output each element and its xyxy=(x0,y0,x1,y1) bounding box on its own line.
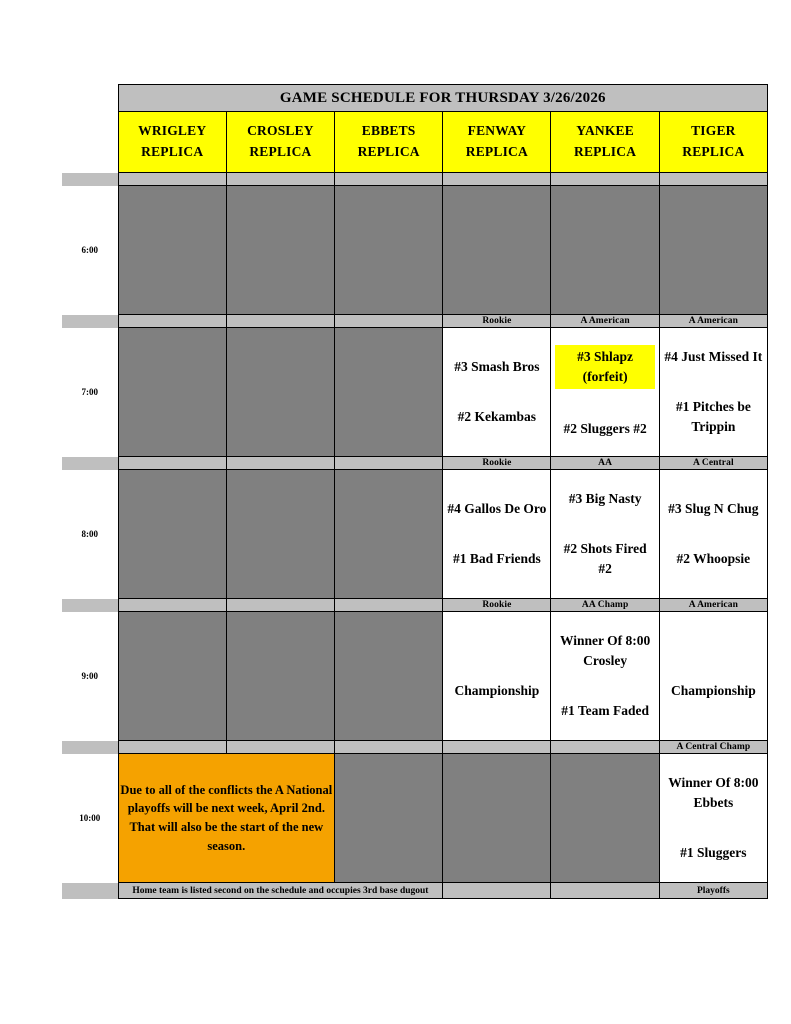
slot-1000-fenway xyxy=(443,754,551,883)
slot-800-yankee-home: #2 Shots Fired #2 xyxy=(563,540,647,577)
divider-3-crosley xyxy=(226,599,334,612)
schedule-table xyxy=(62,84,768,899)
divider-2-ebbets xyxy=(335,457,443,470)
divider-4-yankee xyxy=(551,741,659,754)
time-label-900: 9:00 xyxy=(62,612,118,741)
slot-900-wrigley xyxy=(118,612,226,741)
slot-1000-tiger-away: Winner Of 8:00 Ebbets xyxy=(668,774,759,810)
divider-0-tiger xyxy=(659,173,767,186)
slot-700-tiger-away: #4 Just Missed It xyxy=(664,348,763,364)
slot-800-fenway-home: #1 Bad Friends xyxy=(452,551,541,566)
divider-1-fenway: Rookie xyxy=(443,315,551,328)
divider-2-wrigley xyxy=(118,457,226,470)
divider-4-time-spacer xyxy=(62,741,118,754)
divider-1-time-spacer xyxy=(62,315,118,328)
divider-0-crosley xyxy=(226,173,334,186)
divider-2-yankee: AA xyxy=(551,457,659,470)
slot-800-yankee-away: #3 Big Nasty xyxy=(568,490,642,506)
footer-blank-fenway xyxy=(443,883,551,899)
field-header-yankee-line2: REPLICA xyxy=(574,144,637,159)
schedule-row-600 xyxy=(62,186,768,315)
schedule-row-1000 xyxy=(62,754,768,883)
slot-800-fenway xyxy=(443,470,551,599)
footer-blank-yankee xyxy=(551,883,659,899)
divider-3-yankee: AA Champ xyxy=(551,599,659,612)
slot-800-ebbets xyxy=(335,470,443,599)
slot-900-ebbets xyxy=(335,612,443,741)
schedule-row-900 xyxy=(62,612,768,741)
slot-800-yankee xyxy=(551,470,659,599)
slot-700-yankee-home: #2 Sluggers #2 xyxy=(563,421,647,437)
field-header-crosley-line2: REPLICA xyxy=(249,144,312,159)
time-label-800: 8:00 xyxy=(62,470,118,599)
slot-600-crosley xyxy=(226,186,334,315)
divider-4-tiger: A Central Champ xyxy=(659,741,767,754)
field-header-tiger-line1: TIGER xyxy=(691,123,736,139)
slot-900-yankee xyxy=(551,612,659,741)
schedule-sheet xyxy=(62,84,768,899)
footer-playoffs-label: Playoffs xyxy=(659,883,767,899)
slot-1000-tiger-home: #1 Sluggers xyxy=(680,845,747,861)
field-header-ebbets-line2: REPLICA xyxy=(357,144,420,159)
divider-row-3 xyxy=(62,599,768,612)
footer-time-spacer xyxy=(62,883,118,899)
slot-800-tiger-away: #3 Slug N Chug xyxy=(668,500,759,516)
field-header-crosley-line1: CROSLEY xyxy=(247,123,314,139)
field-header-wrigley-line2: REPLICA xyxy=(141,144,204,159)
divider-3-time-spacer xyxy=(62,599,118,612)
divider-2-fenway: Rookie xyxy=(443,457,551,470)
slot-800-fenway-away: #4 Gallos De Oro xyxy=(447,500,547,516)
footer-note: Home team is listed second on the schedule and occupies 3rd base dugout xyxy=(118,883,443,899)
time-label-1000: 10:00 xyxy=(62,754,118,883)
slot-700-wrigley xyxy=(118,328,226,457)
time-label-600: 6:00 xyxy=(62,186,118,315)
slot-600-wrigley xyxy=(118,186,226,315)
divider-4-wrigley xyxy=(118,741,226,754)
divider-0-time-spacer xyxy=(62,173,118,186)
slot-900-fenway xyxy=(443,612,551,741)
title-row xyxy=(62,85,768,112)
slot-700-tiger-home: #1 Pitches be Trippin xyxy=(675,398,751,435)
field-header-tiger-line2: REPLICA xyxy=(682,144,745,159)
divider-1-crosley xyxy=(226,315,334,328)
divider-3-tiger: A American xyxy=(659,599,767,612)
slot-700-crosley xyxy=(226,328,334,457)
field-header-row xyxy=(62,112,768,173)
field-header-tiger xyxy=(659,112,767,173)
header-time-spacer xyxy=(62,112,118,173)
divider-row-2 xyxy=(62,457,768,470)
slot-600-ebbets xyxy=(335,186,443,315)
divider-4-crosley xyxy=(226,741,334,754)
slot-900-crosley xyxy=(226,612,334,741)
title-row-time-spacer xyxy=(62,85,118,112)
divider-3-wrigley xyxy=(118,599,226,612)
slot-900-fenway-home: Championship xyxy=(454,682,540,698)
schedule-row-700 xyxy=(62,328,768,457)
field-header-fenway-line1: FENWAY xyxy=(467,123,527,139)
divider-0-fenway xyxy=(443,173,551,186)
divider-1-yankee: A American xyxy=(551,315,659,328)
divider-1-ebbets xyxy=(335,315,443,328)
slot-700-fenway-away: #3 Smash Bros xyxy=(454,358,540,374)
page-title: GAME SCHEDULE FOR THURSDAY 3/26/2026 xyxy=(118,85,767,112)
divider-1-wrigley xyxy=(118,315,226,328)
divider-row-4 xyxy=(62,741,768,754)
slot-800-wrigley xyxy=(118,470,226,599)
slot-800-tiger xyxy=(659,470,767,599)
field-header-wrigley xyxy=(118,112,226,173)
time-label-700: 7:00 xyxy=(62,328,118,457)
slot-600-yankee xyxy=(551,186,659,315)
slot-700-tiger xyxy=(659,328,767,457)
slot-900-tiger-home: Championship xyxy=(670,682,756,698)
slot-700-fenway-home: #2 Kekambas xyxy=(457,409,537,424)
slot-900-yankee-away: Winner Of 8:00 Crosley xyxy=(559,632,651,668)
field-header-fenway xyxy=(443,112,551,173)
field-header-ebbets-line1: EBBETS xyxy=(361,123,416,139)
slot-700-yankee xyxy=(551,328,659,457)
field-header-yankee-line1: YANKEE xyxy=(576,123,634,139)
field-header-yankee xyxy=(551,112,659,173)
slot-700-fenway xyxy=(443,328,551,457)
slot-800-tiger-home: #2 Whoopsie xyxy=(676,551,751,566)
slot-1000-tiger xyxy=(659,754,767,883)
slot-900-tiger xyxy=(659,612,767,741)
divider-0-wrigley xyxy=(118,173,226,186)
field-header-ebbets xyxy=(335,112,443,173)
slot-700-ebbets xyxy=(335,328,443,457)
slot-1000-yankee xyxy=(551,754,659,883)
field-header-wrigley-line1: WRIGLEY xyxy=(138,123,207,139)
divider-4-ebbets xyxy=(335,741,443,754)
slot-700-yankee-away: #3 Shlapz (forfeit) xyxy=(555,345,654,390)
slot-600-fenway xyxy=(443,186,551,315)
slot-800-crosley xyxy=(226,470,334,599)
slot-1000-ebbets xyxy=(335,754,443,883)
field-header-fenway-line2: REPLICA xyxy=(465,144,528,159)
divider-0-yankee xyxy=(551,173,659,186)
divider-row-1 xyxy=(62,315,768,328)
divider-4-fenway xyxy=(443,741,551,754)
divider-1-tiger: A American xyxy=(659,315,767,328)
divider-row-0 xyxy=(62,173,768,186)
footer-row xyxy=(62,883,768,899)
slot-600-tiger xyxy=(659,186,767,315)
schedule-row-800 xyxy=(62,470,768,599)
slot-900-yankee-home: #1 Team Faded xyxy=(561,703,649,719)
divider-2-time-spacer xyxy=(62,457,118,470)
divider-2-crosley xyxy=(226,457,334,470)
divider-3-fenway: Rookie xyxy=(443,599,551,612)
playoff-notice: Due to all of the conflicts the A National playoffs will be next week, April 2nd. That will also be the start of the new season. xyxy=(118,754,334,883)
field-header-crosley xyxy=(226,112,334,173)
divider-3-ebbets xyxy=(335,599,443,612)
divider-0-ebbets xyxy=(335,173,443,186)
divider-2-tiger: A Central xyxy=(659,457,767,470)
